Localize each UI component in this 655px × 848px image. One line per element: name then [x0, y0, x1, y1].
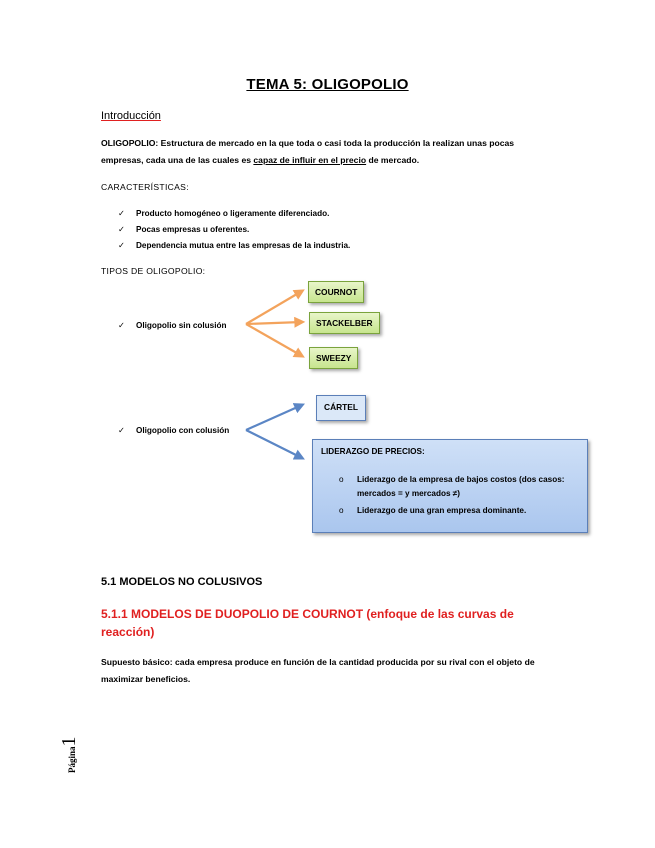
supuesto-term: Supuesto básico:	[101, 657, 173, 667]
bullet-circle-icon: o	[339, 475, 344, 484]
check-icon: ✓	[118, 426, 125, 435]
caracteristica-text: Dependencia mutua entre las empresas de la industria.	[136, 241, 351, 250]
cournot-box: COURNOT	[308, 281, 364, 303]
page-title: TEMA 5: OLIGOPOLIO	[246, 76, 409, 93]
intro-heading: Introducción	[101, 110, 161, 122]
liderazgo-title: LIDERAZGO DE PRECIOS:	[321, 447, 425, 456]
arrow-to-liderazgo	[246, 430, 302, 458]
tipos-label: TIPOS DE OLIGOPOLIO:	[101, 266, 206, 276]
caracteristica-text: Pocas empresas u oferentes.	[136, 225, 250, 234]
page-number: 1	[58, 736, 80, 747]
bullet-circle-icon: o	[339, 506, 344, 515]
arrow-to-cartel	[246, 405, 302, 430]
liderazgo-item-text: Liderazgo de una gran empresa dominante.	[357, 506, 527, 515]
definition-text-1: Estructura de mercado en la que toda o casi toda la producción la realizan unas pocas empresas, cada una de las cuales es	[101, 138, 515, 165]
definition-text-2: de mercado.	[366, 155, 420, 165]
stackelber-box: STACKELBER	[309, 312, 380, 334]
sin-colusion-label: Oligopolio sin colusión	[136, 321, 227, 330]
cartel-box: CÁRTEL	[316, 395, 366, 421]
page-label: Página	[67, 746, 77, 773]
sweezy-box: SWEEZY	[309, 347, 358, 369]
definition-term: OLIGOPOLIO:	[101, 138, 159, 148]
check-icon: ✓	[118, 321, 125, 330]
sin-colusion-item	[118, 320, 227, 330]
liderazgo-box	[312, 439, 588, 533]
page-footer	[56, 723, 80, 773]
caracteristica-text: Producto homogéneo o ligeramente diferenciado.	[136, 209, 330, 218]
liderazgo-item-text: Liderazgo de la empresa de bajos costos (dos casos: mercados = y mercados ≠)	[357, 475, 565, 498]
definition-underlined: capaz de influir en el precio	[253, 155, 367, 165]
con-colusion-label: Oligopolio con colusión	[136, 426, 230, 435]
check-icon: ✓	[118, 209, 125, 218]
check-icon: ✓	[118, 225, 125, 234]
arrow-to-cournot	[246, 291, 302, 324]
supuesto-text: cada empresa produce en función de la cantidad producida por su rival con el objeto de maximizar beneficios.	[101, 657, 535, 684]
arrow-to-sweezy	[246, 324, 302, 356]
section-5-1-heading: 5.1 MODELOS NO COLUSIVOS	[101, 576, 263, 588]
section-5-1-1-heading: 5.1.1 MODELOS DE DUOPOLIO DE COURNOT (enfoque de las curvas de reacción)	[101, 607, 514, 639]
check-icon: ✓	[118, 241, 125, 250]
con-colusion-item	[118, 425, 229, 435]
caracteristicas-label: CARACTERÍSTICAS:	[101, 182, 189, 192]
supuesto-paragraph	[101, 654, 561, 688]
arrow-to-stackelber	[246, 322, 302, 324]
